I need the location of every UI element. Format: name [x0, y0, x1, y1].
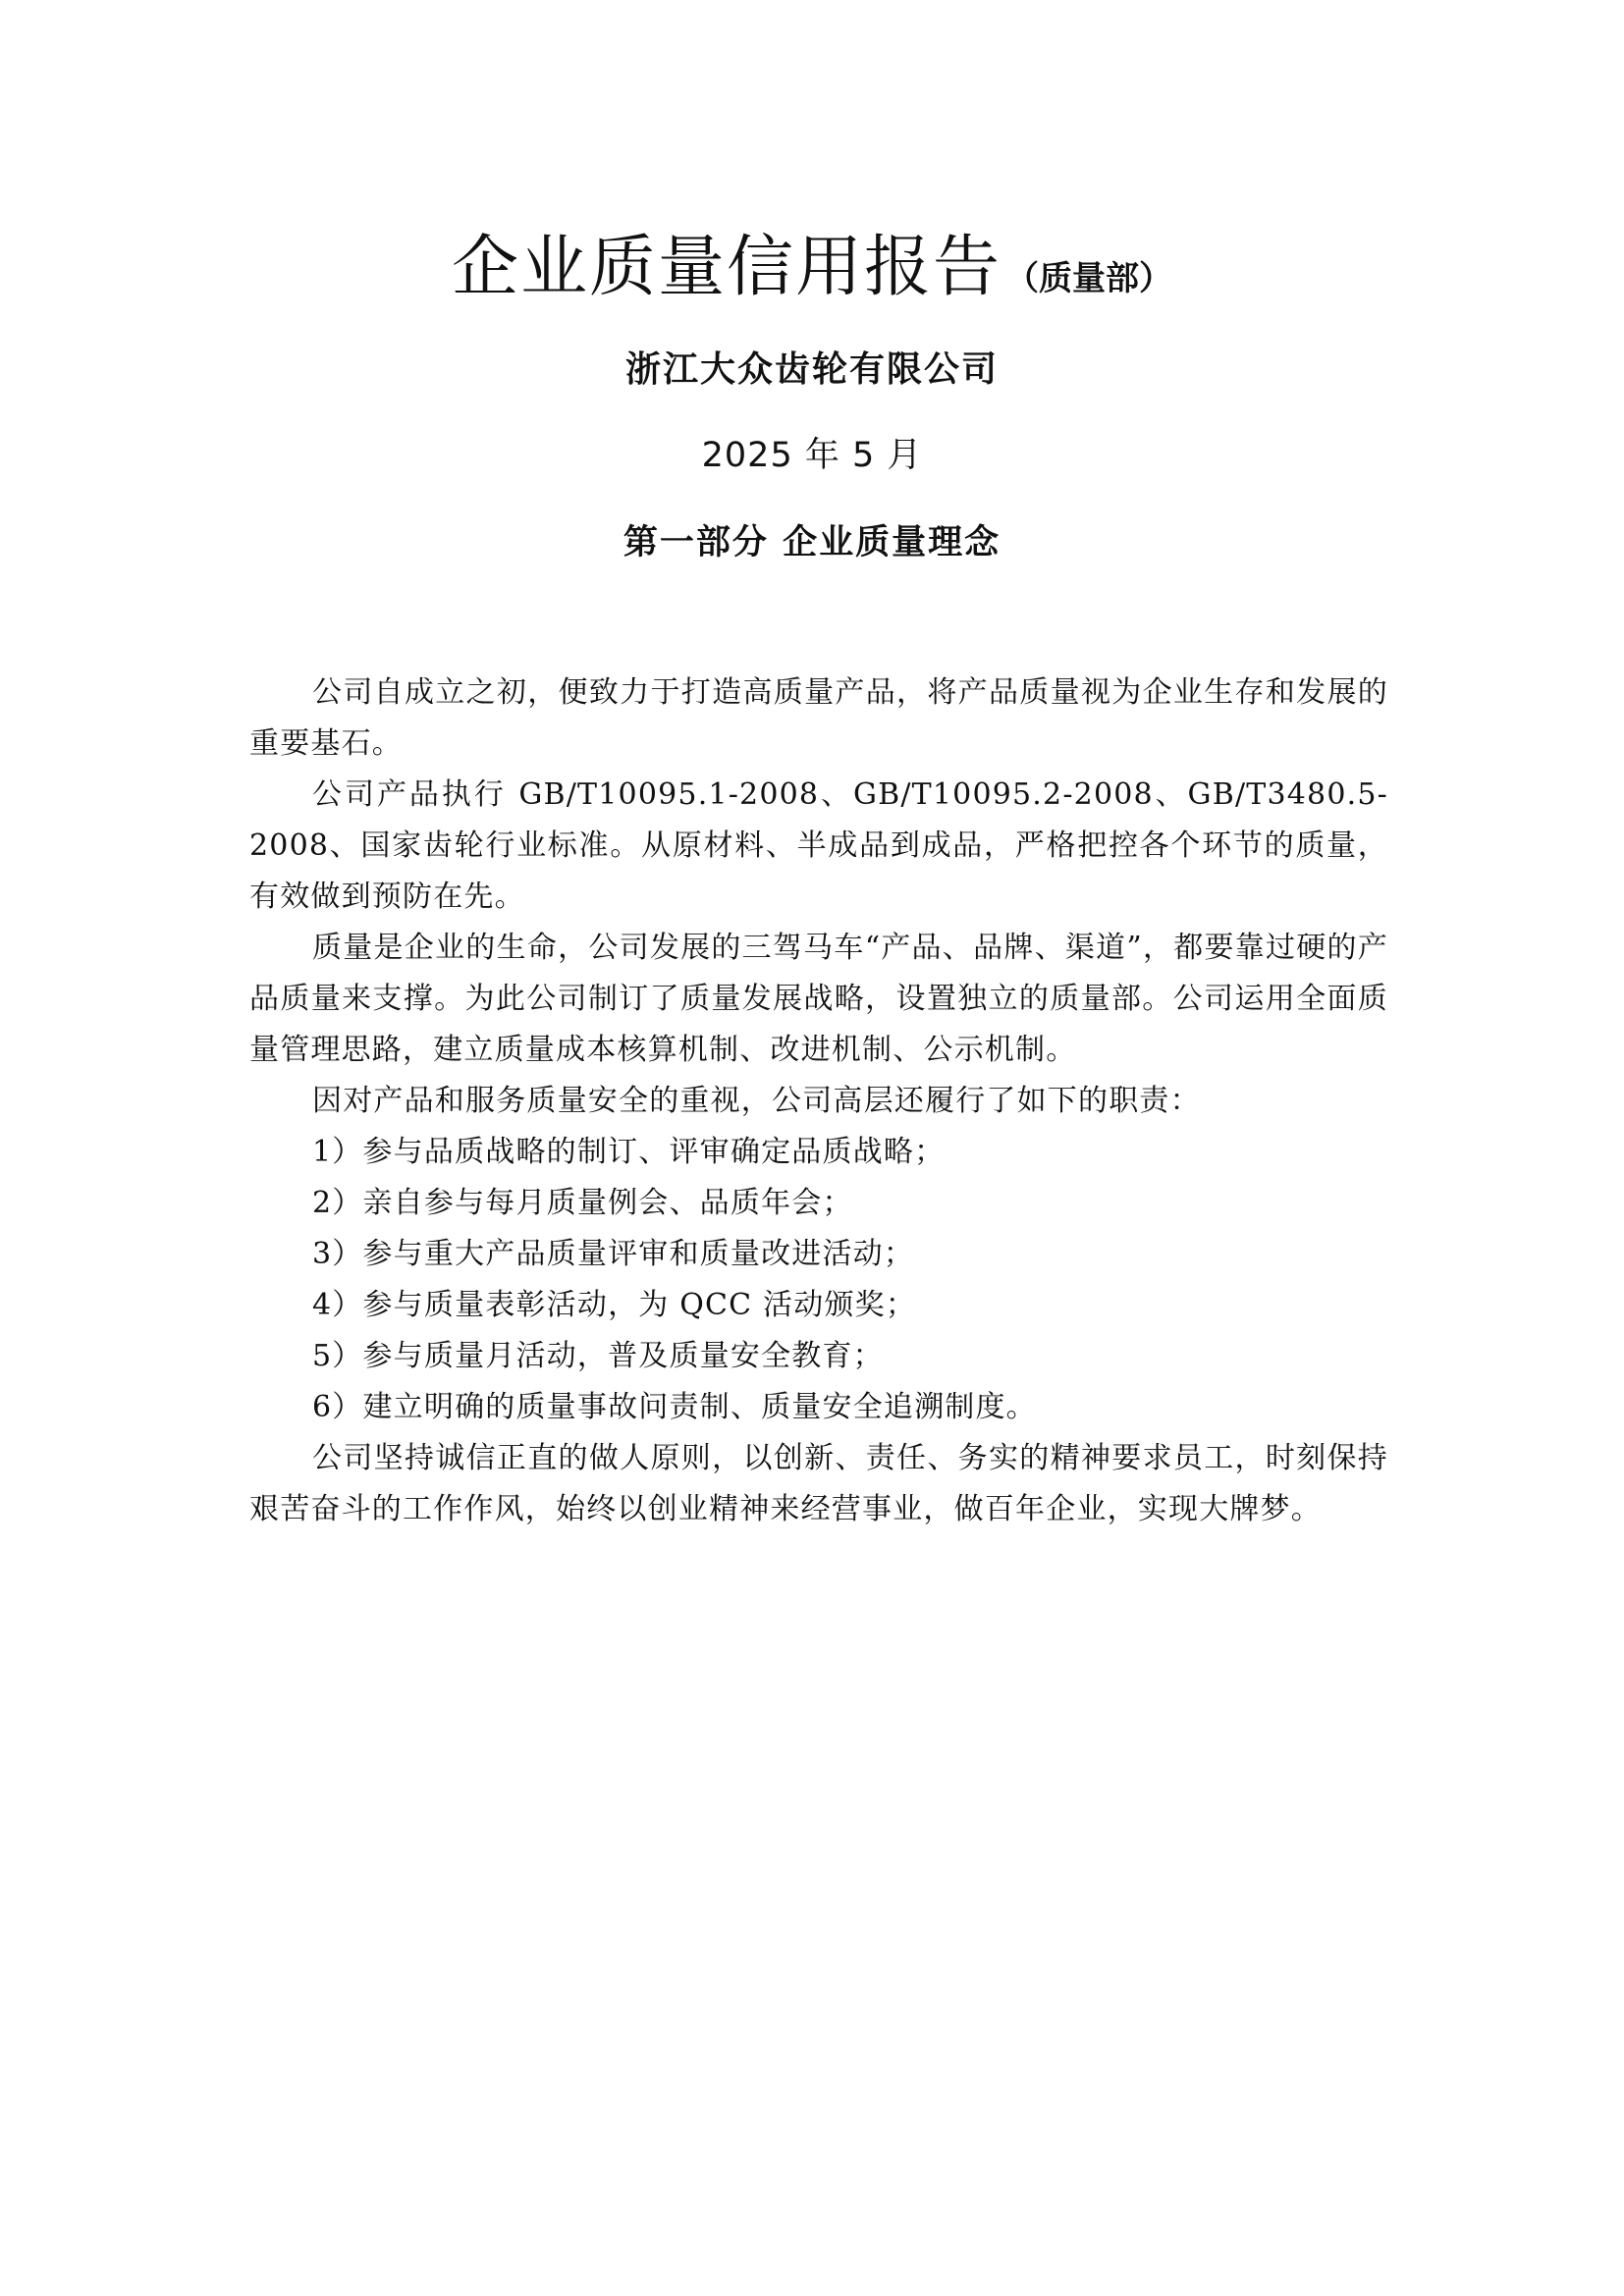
report-date: 2025 年 5 月	[701, 436, 923, 475]
section-title: 第一部分 企业质量理念	[623, 523, 1001, 562]
paragraph-3: 质量是企业的生命，公司发展的三驾马车“产品、品牌、渠道”，都要靠过硬的产品质量来支撑。为此公司制订了质量发展战略，设置独立的质量部。公司运用全面质量管理思路，建立质量成本核算机制、改进机制、公示机制。	[249, 931, 1388, 1067]
list-item: 6）建立明确的质量事故问责制、质量安全追溯制度。	[312, 1390, 1037, 1424]
list-item: 5）参与质量月活动，普及质量安全教育；	[312, 1339, 884, 1373]
company-name: 浙江大众齿轮有限公司	[624, 349, 999, 390]
list-item: 4）参与质量表彰活动，为 QCC 活动颁奖；	[312, 1288, 917, 1322]
report-title: 企业质量信用报告	[451, 229, 1001, 306]
list-item: 2）亲自参与每月质量例会、品质年会；	[312, 1186, 853, 1220]
paragraph-4: 因对产品和服务质量安全的重视，公司高层还履行了如下的职责：	[312, 1084, 1201, 1118]
list-item: 3）参与重大产品质量评审和质量改进活动；	[312, 1237, 915, 1271]
paragraph-5: 公司坚持诚信正直的做人原则，以创新、责任、务实的精神要求员工，时刻保持艰苦奋斗的工作作风，始终以创业精神来经营事业，做百年企业，实现大牌梦。	[249, 1441, 1388, 1526]
document-body	[249, 667, 1388, 1535]
paragraph-2: 公司产品执行 GB/T10095.1-2008、GB/T10095.2-2008、GB/T3480.5-2008、国家齿轮行业标准。从原材料、半成品到成品，严格把控各个环节的质量，有效做到预防在先。	[249, 777, 1388, 914]
paragraph-1: 公司自成立之初，便致力于打造高质量产品，将产品质量视为企业生存和发展的重要基石。	[249, 675, 1388, 761]
list-item: 1）参与品质战略的制订、评审确定品质战略；	[312, 1135, 946, 1169]
report-subtitle: （质量部）	[1005, 259, 1172, 298]
report-title-line	[0, 214, 1624, 309]
